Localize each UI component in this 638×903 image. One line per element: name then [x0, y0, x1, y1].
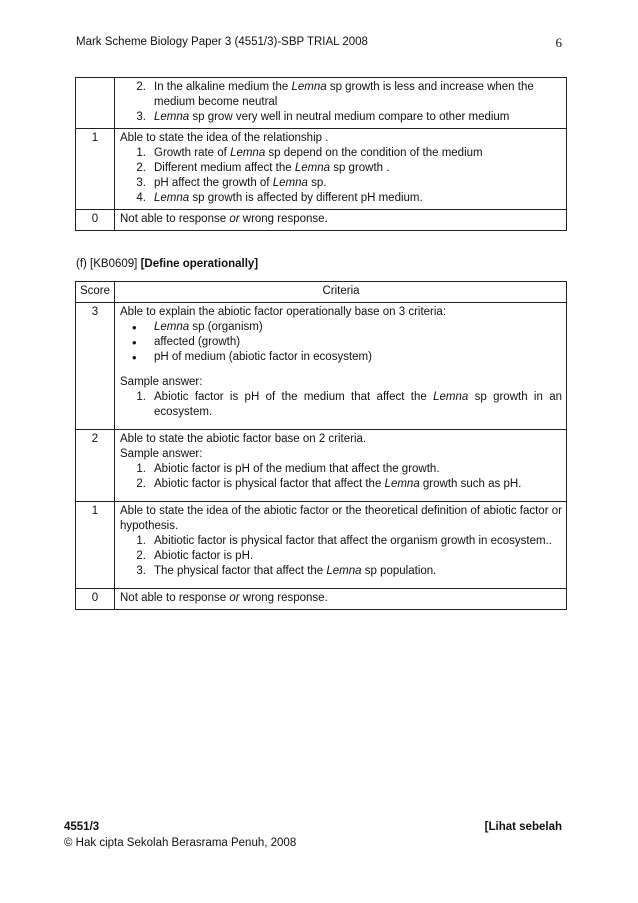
table-row	[76, 210, 567, 231]
column-header-criteria: Criteria	[115, 282, 567, 303]
criteria-cell	[115, 502, 567, 589]
table-row	[76, 78, 567, 129]
list-item: 1. Growth rate of Lemna sp depend on the condition of the medium	[136, 147, 483, 159]
list-item: • affected (growth)	[128, 335, 562, 350]
list-item: 1. Abiotic factor is pH of the medium that affect the growth.	[136, 463, 440, 475]
mark-table-e	[75, 77, 567, 231]
answer-list	[120, 390, 562, 420]
score-cell: 0	[76, 210, 115, 231]
criteria-cell: Not able to response or wrong response.	[115, 210, 567, 231]
score-cell	[76, 78, 115, 129]
answer-list	[120, 462, 562, 492]
criteria-bullets	[120, 320, 562, 365]
list-item: 2. Abiotic factor is pH.	[136, 550, 254, 562]
column-header-score: Score	[76, 282, 115, 303]
page-number: 6	[555, 35, 562, 50]
criteria-intro: Able to state the idea of the relationship .	[120, 132, 329, 144]
list-item: 2. Abiotic factor is physical factor that affect the Lemna growth such as pH.	[136, 478, 522, 490]
sample-answer-label: Sample answer:	[120, 376, 203, 388]
list-item: 3. pH affect the growth of Lemna sp.	[136, 177, 327, 189]
list-item: 3. The physical factor that affect the Lemna sp population.	[136, 565, 437, 577]
criteria-cell	[115, 129, 567, 210]
footer-copyright: © Hak cipta Sekolah Berasrama Penuh, 2008	[64, 837, 297, 849]
criteria-cell: Not able to response or wrong response.	[115, 589, 567, 610]
table-header-row	[76, 282, 567, 303]
score-cell: 2	[76, 430, 115, 502]
table-row	[76, 589, 567, 610]
list-item: 1. Abiotic factor is pH of the medium that affect the Lemna sp growth in an ecosystem.	[136, 391, 562, 418]
footer-paper-code: 4551/3	[64, 821, 100, 833]
score-cell: 1	[76, 502, 115, 589]
footer-next-page: [Lihat sebelah	[484, 821, 562, 833]
criteria-intro: Able to explain the abiotic factor operationally base on 3 criteria:	[120, 306, 447, 318]
criteria-cell	[115, 430, 567, 502]
page-header	[76, 36, 562, 48]
list-item: • pH of medium (abiotic factor in ecosystem)	[128, 350, 562, 365]
criteria-intro: Able to state the idea of the abiotic factor or the theoretical definition of abiotic factor or hypothesis.	[120, 505, 562, 532]
criteria-cell	[115, 78, 567, 129]
answer-list	[120, 534, 562, 579]
header-title: Mark Scheme Biology Paper 3 (4551/3)-SBP TRIAL 2008	[76, 36, 368, 48]
score-cell: 3	[76, 303, 115, 430]
table-row	[76, 303, 567, 430]
criteria-cell	[115, 303, 567, 430]
list-item: 4. Lemna sp growth is affected by different pH medium.	[136, 192, 423, 204]
list-item: 2. In the alkaline medium the Lemna sp growth is less and increase when the medium become neutral	[136, 81, 534, 108]
list-item: 3. Lemna sp grow very well in neutral medium compare to other medium	[136, 111, 510, 123]
table-row	[76, 129, 567, 210]
mark-table-f	[75, 281, 567, 610]
answer-list	[120, 80, 562, 125]
score-cell: 1	[76, 129, 115, 210]
list-item: • Lemna sp (organism)	[128, 320, 562, 335]
table-row	[76, 430, 567, 502]
table-row	[76, 502, 567, 589]
score-cell: 0	[76, 589, 115, 610]
section-heading: (f) [KB0609] [Define operationally]	[76, 258, 259, 270]
list-item: 1. Abitiotic factor is physical factor that affect the organism growth in ecosystem..	[136, 535, 552, 547]
sample-answer-label: Sample answer:	[120, 448, 203, 460]
list-item: 2. Different medium affect the Lemna sp growth .	[136, 162, 390, 174]
answer-list	[120, 146, 562, 206]
criteria-intro: Able to state the abiotic factor base on 2 criteria.	[120, 433, 367, 445]
